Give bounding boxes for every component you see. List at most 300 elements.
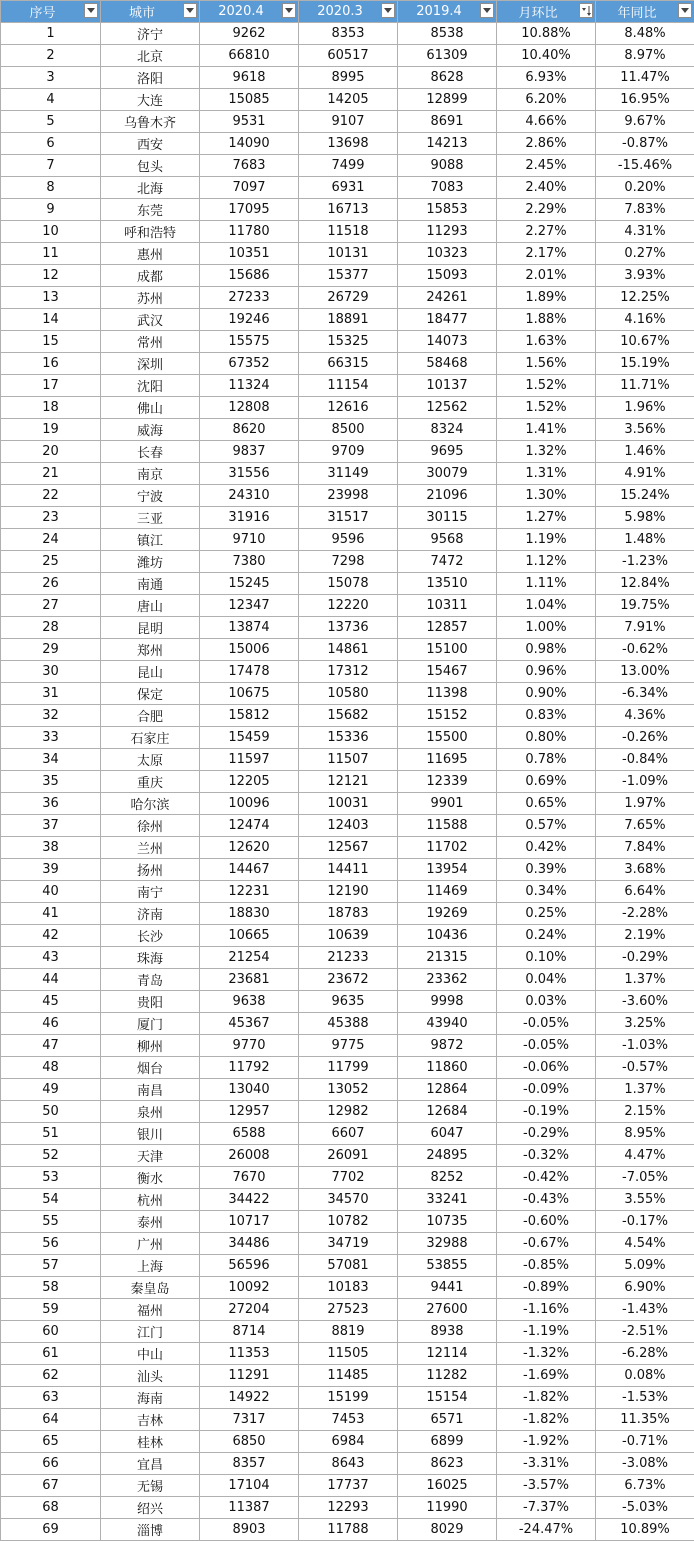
cell-mom[interactable]: 1.52% xyxy=(497,397,596,419)
cell-yoy[interactable]: 4.54% xyxy=(596,1233,694,1255)
cell-2020-4[interactable]: 12808 xyxy=(200,397,299,419)
cell-2020-3[interactable]: 23998 xyxy=(299,485,398,507)
cell-index[interactable]: 13 xyxy=(1,287,101,309)
cell-2019-4[interactable]: 15100 xyxy=(398,639,497,661)
cell-2020-3[interactable]: 6984 xyxy=(299,1431,398,1453)
cell-mom[interactable]: -0.32% xyxy=(497,1145,596,1167)
cell-2020-3[interactable]: 18891 xyxy=(299,309,398,331)
cell-yoy[interactable]: -7.05% xyxy=(596,1167,694,1189)
cell-2020-3[interactable]: 7453 xyxy=(299,1409,398,1431)
cell-2019-4[interactable]: 10323 xyxy=(398,243,497,265)
cell-index[interactable]: 46 xyxy=(1,1013,101,1035)
cell-index[interactable]: 30 xyxy=(1,661,101,683)
cell-yoy[interactable]: -1.53% xyxy=(596,1387,694,1409)
cell-2020-4[interactable]: 6850 xyxy=(200,1431,299,1453)
cell-mom[interactable]: -0.89% xyxy=(497,1277,596,1299)
cell-2019-4[interactable]: 11695 xyxy=(398,749,497,771)
cell-mom[interactable]: 1.12% xyxy=(497,551,596,573)
cell-2019-4[interactable]: 10436 xyxy=(398,925,497,947)
cell-city[interactable]: 包头 xyxy=(101,155,200,177)
cell-2020-3[interactable]: 13736 xyxy=(299,617,398,639)
cell-2019-4[interactable]: 11860 xyxy=(398,1057,497,1079)
cell-2020-3[interactable]: 7499 xyxy=(299,155,398,177)
filter-dropdown-icon[interactable] xyxy=(381,3,395,18)
cell-yoy[interactable]: -1.43% xyxy=(596,1299,694,1321)
cell-2019-4[interactable]: 15154 xyxy=(398,1387,497,1409)
cell-2019-4[interactable]: 21096 xyxy=(398,485,497,507)
cell-2020-4[interactable]: 15006 xyxy=(200,639,299,661)
cell-index[interactable]: 64 xyxy=(1,1409,101,1431)
cell-2019-4[interactable]: 13510 xyxy=(398,573,497,595)
cell-2019-4[interactable]: 12899 xyxy=(398,89,497,111)
cell-2020-4[interactable]: 34486 xyxy=(200,1233,299,1255)
cell-mom[interactable]: -0.67% xyxy=(497,1233,596,1255)
cell-yoy[interactable]: 13.00% xyxy=(596,661,694,683)
cell-2020-3[interactable]: 31517 xyxy=(299,507,398,529)
cell-mom[interactable]: -1.19% xyxy=(497,1321,596,1343)
cell-2020-3[interactable]: 17312 xyxy=(299,661,398,683)
cell-yoy[interactable]: 1.46% xyxy=(596,441,694,463)
cell-index[interactable]: 55 xyxy=(1,1211,101,1233)
cell-city[interactable]: 绍兴 xyxy=(101,1497,200,1519)
cell-yoy[interactable]: -6.34% xyxy=(596,683,694,705)
cell-2020-4[interactable]: 19246 xyxy=(200,309,299,331)
cell-2020-3[interactable]: 10183 xyxy=(299,1277,398,1299)
cell-city[interactable]: 吉林 xyxy=(101,1409,200,1431)
cell-2020-3[interactable]: 15682 xyxy=(299,705,398,727)
cell-yoy[interactable]: 7.83% xyxy=(596,199,694,221)
cell-mom[interactable]: 1.31% xyxy=(497,463,596,485)
cell-city[interactable]: 重庆 xyxy=(101,771,200,793)
filter-dropdown-icon[interactable] xyxy=(678,3,692,18)
cell-city[interactable]: 唐山 xyxy=(101,595,200,617)
cell-index[interactable]: 21 xyxy=(1,463,101,485)
cell-mom[interactable]: 1.88% xyxy=(497,309,596,331)
cell-mom[interactable]: 1.52% xyxy=(497,375,596,397)
cell-yoy[interactable]: 4.91% xyxy=(596,463,694,485)
cell-2020-3[interactable]: 14861 xyxy=(299,639,398,661)
cell-2020-3[interactable]: 31149 xyxy=(299,463,398,485)
cell-2020-3[interactable]: 26729 xyxy=(299,287,398,309)
cell-2019-4[interactable]: 32988 xyxy=(398,1233,497,1255)
cell-2020-4[interactable]: 7380 xyxy=(200,551,299,573)
cell-mom[interactable]: 2.17% xyxy=(497,243,596,265)
cell-index[interactable]: 27 xyxy=(1,595,101,617)
filter-dropdown-icon[interactable] xyxy=(183,3,197,18)
cell-2019-4[interactable]: 15500 xyxy=(398,727,497,749)
cell-2019-4[interactable]: 9901 xyxy=(398,793,497,815)
cell-2020-3[interactable]: 9107 xyxy=(299,111,398,133)
cell-2020-3[interactable]: 8500 xyxy=(299,419,398,441)
cell-2020-3[interactable]: 11485 xyxy=(299,1365,398,1387)
cell-city[interactable]: 佛山 xyxy=(101,397,200,419)
cell-2020-3[interactable]: 21233 xyxy=(299,947,398,969)
cell-mom[interactable]: 4.66% xyxy=(497,111,596,133)
cell-index[interactable]: 4 xyxy=(1,89,101,111)
cell-2019-4[interactable]: 7083 xyxy=(398,177,497,199)
cell-yoy[interactable]: -0.62% xyxy=(596,639,694,661)
cell-yoy[interactable]: 11.71% xyxy=(596,375,694,397)
cell-2020-3[interactable]: 6931 xyxy=(299,177,398,199)
cell-index[interactable]: 7 xyxy=(1,155,101,177)
cell-yoy[interactable]: -5.03% xyxy=(596,1497,694,1519)
cell-yoy[interactable]: 5.09% xyxy=(596,1255,694,1277)
cell-city[interactable]: 宜昌 xyxy=(101,1453,200,1475)
cell-2020-3[interactable]: 14411 xyxy=(299,859,398,881)
cell-2020-4[interactable]: 31916 xyxy=(200,507,299,529)
cell-2020-3[interactable]: 60517 xyxy=(299,45,398,67)
cell-index[interactable]: 18 xyxy=(1,397,101,419)
cell-2020-4[interactable]: 17104 xyxy=(200,1475,299,1497)
cell-2019-4[interactable]: 9998 xyxy=(398,991,497,1013)
cell-2020-4[interactable]: 7683 xyxy=(200,155,299,177)
cell-yoy[interactable]: 2.15% xyxy=(596,1101,694,1123)
cell-2019-4[interactable]: 18477 xyxy=(398,309,497,331)
cell-2019-4[interactable]: 15853 xyxy=(398,199,497,221)
cell-mom[interactable]: 2.01% xyxy=(497,265,596,287)
cell-city[interactable]: 南昌 xyxy=(101,1079,200,1101)
cell-mom[interactable]: 10.88% xyxy=(497,23,596,45)
cell-index[interactable]: 32 xyxy=(1,705,101,727)
cell-2020-4[interactable]: 8903 xyxy=(200,1519,299,1541)
cell-2019-4[interactable]: 12114 xyxy=(398,1343,497,1365)
cell-mom[interactable]: 1.30% xyxy=(497,485,596,507)
cell-city[interactable]: 南通 xyxy=(101,573,200,595)
cell-2019-4[interactable]: 9695 xyxy=(398,441,497,463)
cell-city[interactable]: 惠州 xyxy=(101,243,200,265)
cell-2019-4[interactable]: 14213 xyxy=(398,133,497,155)
cell-2020-4[interactable]: 27233 xyxy=(200,287,299,309)
cell-mom[interactable]: -3.31% xyxy=(497,1453,596,1475)
cell-2020-4[interactable]: 45367 xyxy=(200,1013,299,1035)
cell-index[interactable]: 19 xyxy=(1,419,101,441)
cell-2019-4[interactable]: 8324 xyxy=(398,419,497,441)
cell-yoy[interactable]: 4.36% xyxy=(596,705,694,727)
cell-2020-3[interactable]: 10782 xyxy=(299,1211,398,1233)
cell-mom[interactable]: 0.90% xyxy=(497,683,596,705)
cell-2019-4[interactable]: 16025 xyxy=(398,1475,497,1497)
cell-2020-3[interactable]: 10131 xyxy=(299,243,398,265)
cell-city[interactable]: 郑州 xyxy=(101,639,200,661)
cell-index[interactable]: 35 xyxy=(1,771,101,793)
cell-yoy[interactable]: -0.17% xyxy=(596,1211,694,1233)
cell-mom[interactable]: -0.09% xyxy=(497,1079,596,1101)
cell-index[interactable]: 33 xyxy=(1,727,101,749)
cell-2020-4[interactable]: 18830 xyxy=(200,903,299,925)
cell-2020-3[interactable]: 15336 xyxy=(299,727,398,749)
cell-2020-4[interactable]: 12347 xyxy=(200,595,299,617)
cell-mom[interactable]: 1.19% xyxy=(497,529,596,551)
cell-2020-4[interactable]: 8714 xyxy=(200,1321,299,1343)
cell-2020-3[interactable]: 12616 xyxy=(299,397,398,419)
cell-mom[interactable]: -7.37% xyxy=(497,1497,596,1519)
cell-yoy[interactable]: 7.91% xyxy=(596,617,694,639)
cell-yoy[interactable]: -1.03% xyxy=(596,1035,694,1057)
cell-index[interactable]: 29 xyxy=(1,639,101,661)
cell-2019-4[interactable]: 8252 xyxy=(398,1167,497,1189)
cell-index[interactable]: 37 xyxy=(1,815,101,837)
cell-yoy[interactable]: 2.19% xyxy=(596,925,694,947)
cell-mom[interactable]: 0.96% xyxy=(497,661,596,683)
cell-2020-4[interactable]: 9618 xyxy=(200,67,299,89)
cell-yoy[interactable]: -6.28% xyxy=(596,1343,694,1365)
cell-index[interactable]: 61 xyxy=(1,1343,101,1365)
cell-2020-4[interactable]: 34422 xyxy=(200,1189,299,1211)
cell-2020-4[interactable]: 9770 xyxy=(200,1035,299,1057)
cell-2020-3[interactable]: 6607 xyxy=(299,1123,398,1145)
cell-yoy[interactable]: -0.29% xyxy=(596,947,694,969)
cell-yoy[interactable]: -1.23% xyxy=(596,551,694,573)
cell-yoy[interactable]: 3.68% xyxy=(596,859,694,881)
cell-index[interactable]: 9 xyxy=(1,199,101,221)
cell-index[interactable]: 40 xyxy=(1,881,101,903)
cell-2019-4[interactable]: 8538 xyxy=(398,23,497,45)
cell-city[interactable]: 哈尔滨 xyxy=(101,793,200,815)
cell-2020-4[interactable]: 7670 xyxy=(200,1167,299,1189)
cell-city[interactable]: 长春 xyxy=(101,441,200,463)
cell-city[interactable]: 扬州 xyxy=(101,859,200,881)
cell-yoy[interactable]: 1.48% xyxy=(596,529,694,551)
cell-2019-4[interactable]: 8623 xyxy=(398,1453,497,1475)
cell-index[interactable]: 20 xyxy=(1,441,101,463)
cell-city[interactable]: 银川 xyxy=(101,1123,200,1145)
cell-index[interactable]: 59 xyxy=(1,1299,101,1321)
cell-mom[interactable]: 0.98% xyxy=(497,639,596,661)
cell-2020-4[interactable]: 15686 xyxy=(200,265,299,287)
cell-mom[interactable]: 0.83% xyxy=(497,705,596,727)
filter-dropdown-icon[interactable] xyxy=(282,3,296,18)
cell-2020-4[interactable]: 11780 xyxy=(200,221,299,243)
cell-2019-4[interactable]: 53855 xyxy=(398,1255,497,1277)
cell-index[interactable]: 5 xyxy=(1,111,101,133)
filter-dropdown-icon[interactable] xyxy=(480,3,494,18)
cell-index[interactable]: 43 xyxy=(1,947,101,969)
cell-2020-4[interactable]: 66810 xyxy=(200,45,299,67)
cell-city[interactable]: 徐州 xyxy=(101,815,200,837)
cell-2020-3[interactable]: 8353 xyxy=(299,23,398,45)
cell-city[interactable]: 衡水 xyxy=(101,1167,200,1189)
cell-2020-4[interactable]: 11387 xyxy=(200,1497,299,1519)
cell-index[interactable]: 47 xyxy=(1,1035,101,1057)
cell-yoy[interactable]: 3.25% xyxy=(596,1013,694,1035)
cell-index[interactable]: 8 xyxy=(1,177,101,199)
cell-2020-3[interactable]: 9775 xyxy=(299,1035,398,1057)
cell-mom[interactable]: -0.06% xyxy=(497,1057,596,1079)
cell-index[interactable]: 38 xyxy=(1,837,101,859)
cell-yoy[interactable]: -1.09% xyxy=(596,771,694,793)
cell-2019-4[interactable]: 9441 xyxy=(398,1277,497,1299)
cell-index[interactable]: 65 xyxy=(1,1431,101,1453)
cell-2020-4[interactable]: 10675 xyxy=(200,683,299,705)
cell-city[interactable]: 济宁 xyxy=(101,23,200,45)
cell-index[interactable]: 69 xyxy=(1,1519,101,1541)
cell-mom[interactable]: 2.86% xyxy=(497,133,596,155)
cell-2020-3[interactable]: 11154 xyxy=(299,375,398,397)
cell-2020-4[interactable]: 6588 xyxy=(200,1123,299,1145)
cell-yoy[interactable]: 15.24% xyxy=(596,485,694,507)
cell-2020-3[interactable]: 10031 xyxy=(299,793,398,815)
cell-city[interactable]: 潍坊 xyxy=(101,551,200,573)
cell-mom[interactable]: -0.43% xyxy=(497,1189,596,1211)
cell-yoy[interactable]: 8.97% xyxy=(596,45,694,67)
cell-2019-4[interactable]: 58468 xyxy=(398,353,497,375)
cell-index[interactable]: 58 xyxy=(1,1277,101,1299)
cell-index[interactable]: 11 xyxy=(1,243,101,265)
cell-mom[interactable]: 0.42% xyxy=(497,837,596,859)
cell-yoy[interactable]: 0.20% xyxy=(596,177,694,199)
cell-mom[interactable]: -0.85% xyxy=(497,1255,596,1277)
cell-2020-4[interactable]: 12620 xyxy=(200,837,299,859)
cell-mom[interactable]: 0.80% xyxy=(497,727,596,749)
cell-2019-4[interactable]: 7472 xyxy=(398,551,497,573)
cell-2020-3[interactable]: 11788 xyxy=(299,1519,398,1541)
cell-yoy[interactable]: 3.93% xyxy=(596,265,694,287)
cell-2020-3[interactable]: 9596 xyxy=(299,529,398,551)
cell-2020-4[interactable]: 11597 xyxy=(200,749,299,771)
cell-index[interactable]: 63 xyxy=(1,1387,101,1409)
cell-2020-4[interactable]: 7317 xyxy=(200,1409,299,1431)
cell-index[interactable]: 3 xyxy=(1,67,101,89)
cell-city[interactable]: 泰州 xyxy=(101,1211,200,1233)
cell-2020-3[interactable]: 23672 xyxy=(299,969,398,991)
cell-index[interactable]: 52 xyxy=(1,1145,101,1167)
cell-mom[interactable]: 10.40% xyxy=(497,45,596,67)
cell-2019-4[interactable]: 12864 xyxy=(398,1079,497,1101)
cell-yoy[interactable]: 7.84% xyxy=(596,837,694,859)
cell-index[interactable]: 28 xyxy=(1,617,101,639)
cell-2020-3[interactable]: 34719 xyxy=(299,1233,398,1255)
cell-city[interactable]: 北京 xyxy=(101,45,200,67)
cell-yoy[interactable]: -3.60% xyxy=(596,991,694,1013)
cell-2020-4[interactable]: 56596 xyxy=(200,1255,299,1277)
cell-yoy[interactable]: -0.71% xyxy=(596,1431,694,1453)
cell-city[interactable]: 珠海 xyxy=(101,947,200,969)
cell-2019-4[interactable]: 11588 xyxy=(398,815,497,837)
cell-index[interactable]: 45 xyxy=(1,991,101,1013)
cell-index[interactable]: 6 xyxy=(1,133,101,155)
cell-2019-4[interactable]: 15093 xyxy=(398,265,497,287)
cell-2020-3[interactable]: 7702 xyxy=(299,1167,398,1189)
cell-city[interactable]: 烟台 xyxy=(101,1057,200,1079)
cell-2019-4[interactable]: 12857 xyxy=(398,617,497,639)
cell-mom[interactable]: -1.32% xyxy=(497,1343,596,1365)
cell-2020-4[interactable]: 11353 xyxy=(200,1343,299,1365)
cell-2019-4[interactable]: 30079 xyxy=(398,463,497,485)
cell-2020-3[interactable]: 15078 xyxy=(299,573,398,595)
cell-mom[interactable]: -3.57% xyxy=(497,1475,596,1497)
cell-2020-3[interactable]: 12982 xyxy=(299,1101,398,1123)
cell-2020-4[interactable]: 10092 xyxy=(200,1277,299,1299)
cell-index[interactable]: 10 xyxy=(1,221,101,243)
cell-2019-4[interactable]: 15467 xyxy=(398,661,497,683)
cell-mom[interactable]: -0.29% xyxy=(497,1123,596,1145)
cell-city[interactable]: 三亚 xyxy=(101,507,200,529)
cell-yoy[interactable]: 4.16% xyxy=(596,309,694,331)
cell-city[interactable]: 昆明 xyxy=(101,617,200,639)
cell-yoy[interactable]: 8.95% xyxy=(596,1123,694,1145)
cell-index[interactable]: 25 xyxy=(1,551,101,573)
cell-mom[interactable]: 0.65% xyxy=(497,793,596,815)
cell-index[interactable]: 36 xyxy=(1,793,101,815)
cell-city[interactable]: 成都 xyxy=(101,265,200,287)
cell-2020-4[interactable]: 9262 xyxy=(200,23,299,45)
cell-2020-3[interactable]: 8819 xyxy=(299,1321,398,1343)
cell-city[interactable]: 保定 xyxy=(101,683,200,705)
cell-index[interactable]: 1 xyxy=(1,23,101,45)
cell-2019-4[interactable]: 43940 xyxy=(398,1013,497,1035)
cell-index[interactable]: 44 xyxy=(1,969,101,991)
cell-2020-3[interactable]: 9709 xyxy=(299,441,398,463)
cell-2020-3[interactable]: 57081 xyxy=(299,1255,398,1277)
cell-mom[interactable]: 6.93% xyxy=(497,67,596,89)
cell-mom[interactable]: 6.20% xyxy=(497,89,596,111)
cell-2020-4[interactable]: 11291 xyxy=(200,1365,299,1387)
cell-2020-3[interactable]: 15325 xyxy=(299,331,398,353)
cell-city[interactable]: 南京 xyxy=(101,463,200,485)
cell-yoy[interactable]: 0.27% xyxy=(596,243,694,265)
cell-yoy[interactable]: 16.95% xyxy=(596,89,694,111)
cell-city[interactable]: 呼和浩特 xyxy=(101,221,200,243)
cell-yoy[interactable]: -0.26% xyxy=(596,727,694,749)
cell-yoy[interactable]: 19.75% xyxy=(596,595,694,617)
cell-mom[interactable]: -0.60% xyxy=(497,1211,596,1233)
cell-2019-4[interactable]: 12339 xyxy=(398,771,497,793)
cell-2020-4[interactable]: 12205 xyxy=(200,771,299,793)
cell-mom[interactable]: 1.56% xyxy=(497,353,596,375)
cell-index[interactable]: 23 xyxy=(1,507,101,529)
cell-mom[interactable]: 1.27% xyxy=(497,507,596,529)
sort-descending-icon[interactable] xyxy=(579,3,593,18)
cell-mom[interactable]: 1.00% xyxy=(497,617,596,639)
cell-city[interactable]: 江门 xyxy=(101,1321,200,1343)
cell-city[interactable]: 太原 xyxy=(101,749,200,771)
cell-2020-4[interactable]: 26008 xyxy=(200,1145,299,1167)
cell-mom[interactable]: 0.78% xyxy=(497,749,596,771)
cell-yoy[interactable]: 6.73% xyxy=(596,1475,694,1497)
cell-2020-4[interactable]: 8620 xyxy=(200,419,299,441)
cell-mom[interactable]: -0.05% xyxy=(497,1035,596,1057)
cell-yoy[interactable]: 12.84% xyxy=(596,573,694,595)
cell-city[interactable]: 宁波 xyxy=(101,485,200,507)
cell-yoy[interactable]: 5.98% xyxy=(596,507,694,529)
cell-index[interactable]: 49 xyxy=(1,1079,101,1101)
cell-2020-3[interactable]: 17737 xyxy=(299,1475,398,1497)
cell-city[interactable]: 济南 xyxy=(101,903,200,925)
cell-city[interactable]: 长沙 xyxy=(101,925,200,947)
cell-index[interactable]: 17 xyxy=(1,375,101,397)
cell-city[interactable]: 海南 xyxy=(101,1387,200,1409)
cell-2019-4[interactable]: 61309 xyxy=(398,45,497,67)
cell-mom[interactable]: 2.45% xyxy=(497,155,596,177)
cell-city[interactable]: 中山 xyxy=(101,1343,200,1365)
cell-2020-3[interactable]: 10580 xyxy=(299,683,398,705)
cell-2019-4[interactable]: 13954 xyxy=(398,859,497,881)
cell-city[interactable]: 汕头 xyxy=(101,1365,200,1387)
cell-2019-4[interactable]: 10311 xyxy=(398,595,497,617)
cell-yoy[interactable]: -2.51% xyxy=(596,1321,694,1343)
cell-mom[interactable]: 0.24% xyxy=(497,925,596,947)
cell-2020-4[interactable]: 9531 xyxy=(200,111,299,133)
cell-yoy[interactable]: 11.35% xyxy=(596,1409,694,1431)
cell-city[interactable]: 北海 xyxy=(101,177,200,199)
cell-mom[interactable]: 0.04% xyxy=(497,969,596,991)
cell-yoy[interactable]: 7.65% xyxy=(596,815,694,837)
cell-index[interactable]: 54 xyxy=(1,1189,101,1211)
cell-mom[interactable]: 0.69% xyxy=(497,771,596,793)
cell-2020-4[interactable]: 31556 xyxy=(200,463,299,485)
cell-2020-4[interactable]: 14922 xyxy=(200,1387,299,1409)
cell-yoy[interactable]: 10.67% xyxy=(596,331,694,353)
